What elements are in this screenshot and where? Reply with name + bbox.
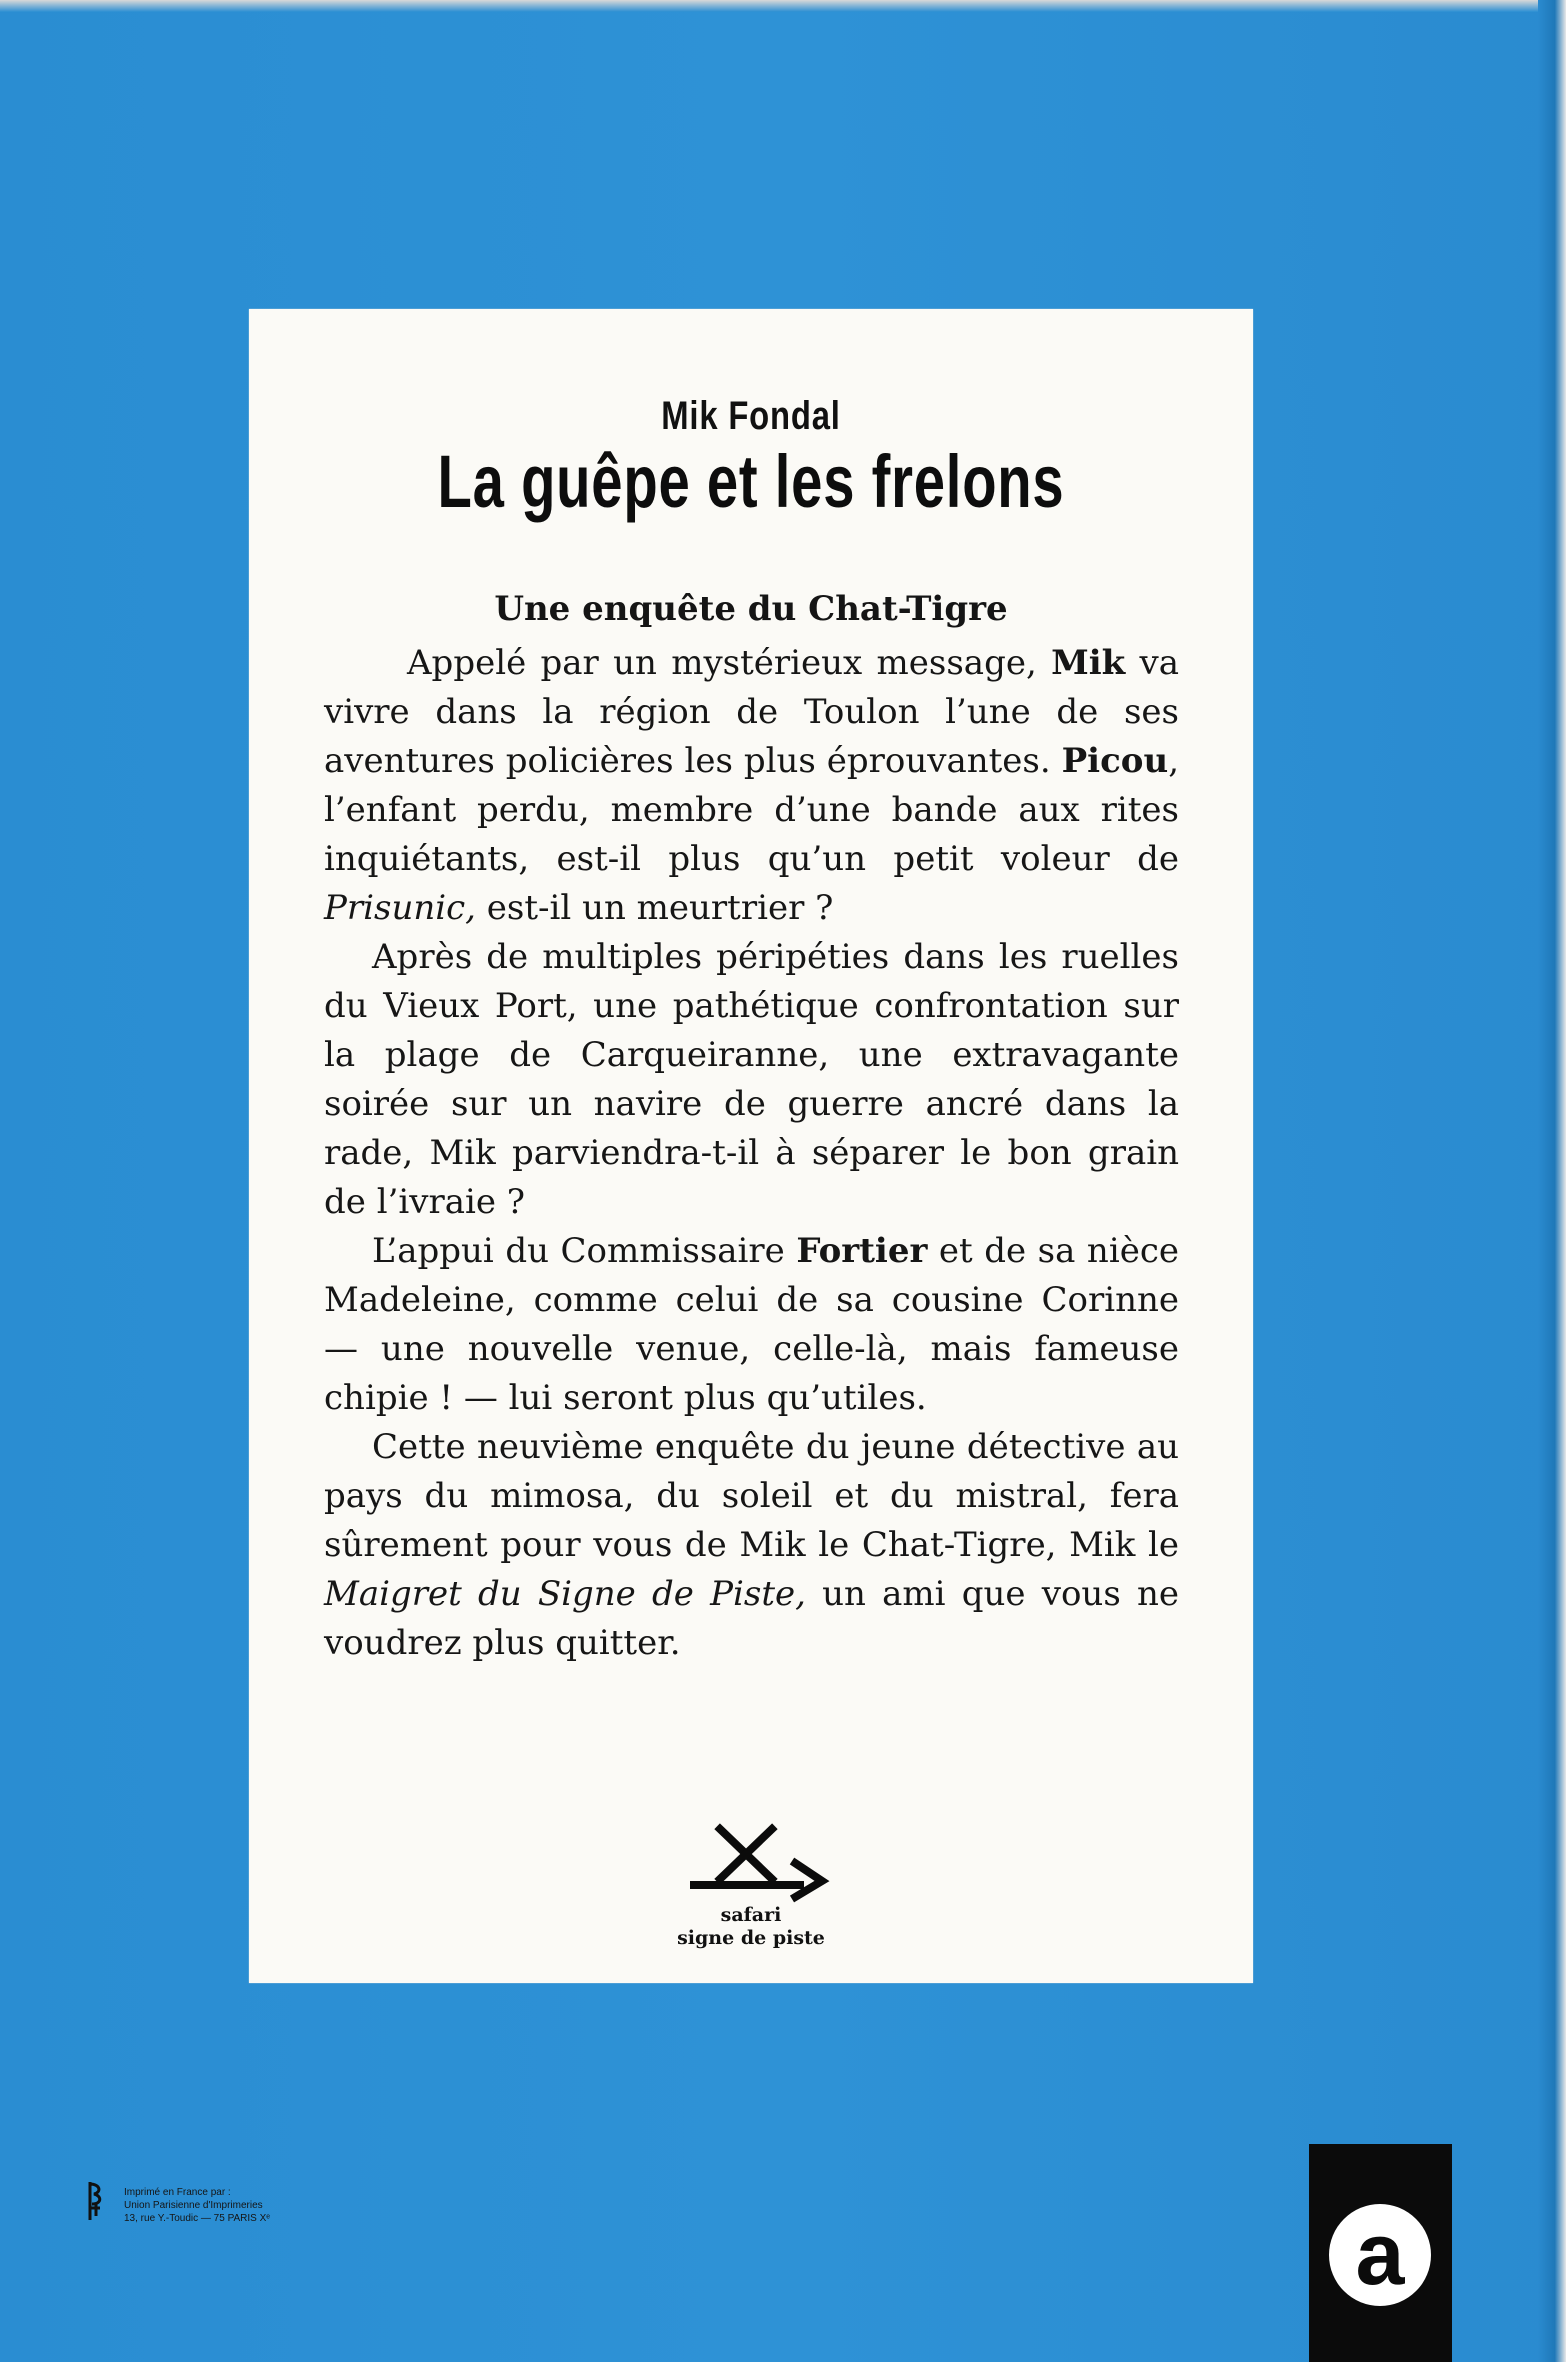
cover-top-edge [0,0,1566,12]
printer-line: Union Parisienne d'Imprimeries [124,2200,263,2211]
text-run: Après de multiples péripéties dans les ruelles du Vieux Port, une pathétique confrontation sur la plage de Carqueiranne, une extravagante soirée sur un navire de guerre ancré dans la rade, Mik parviendra-t-il à séparer le bon grain de l’ivraie ? [324,937,1179,1222]
bold-name: Fortier [796,1231,928,1271]
blurb-text [324,639,1179,1668]
series-subtitle: Une enquête du Chat-Tigre [494,589,1008,629]
logo-label-safari: safari [720,1904,782,1926]
text-run: un ami que vous ne voudrez plus quitter. [324,1574,1180,1663]
publisher-badge [1309,2144,1452,2362]
book-title: La guêpe et les frelons [437,440,1065,523]
cover-spine-edge [1538,0,1566,2362]
blurb-paragraph [324,639,1179,933]
text-run: Cette neuvième enquête du jeune détective au pays du mimosa, du soleil et du mistral, fera sûrement pour vous de Mik le Chat-Tigre, Mik le [324,1427,1179,1565]
text-run: L’appui du Commissaire [372,1231,797,1271]
blurb-paragraph [324,933,1179,1227]
text-run: va vivre dans la région de Toulon l’une de ses aventures policières les plus éprouvantes. [324,643,1179,781]
italic-text: Prisunic, [324,888,476,928]
author-name: Mik Fondal [661,394,841,438]
text-run: est-il un meurtrier ? [475,888,834,928]
bold-name: Picou [1061,741,1169,781]
text-run: et de sa nièce Madeleine, comme celui de sa cousine Corinne — une nouvelle venue, celle-là, mais fameuse chipie ! — lui seront plus qu’utiles. [324,1231,1179,1418]
printer-imprint [124,2186,270,2225]
publisher-badge-circle [1329,2204,1431,2306]
blurb-paragraph [324,1227,1179,1423]
blurb-panel [249,309,1253,1983]
bold-name: Mik [1051,643,1126,683]
blurb-paragraph [324,1423,1179,1668]
printer-line: 13, rue Y.-Toudic — 75 PARIS Xᵉ [124,2213,271,2224]
text-run: , l’enfant perdu, membre d’une bande aux rites inquiétants, est-il plus qu’un petit voleur de [324,741,1179,879]
printer-line: Imprimé en France par : [124,2187,231,2198]
text-run: Appelé par un mystérieux message, [407,643,1052,683]
publisher-badge-letter: a [1355,2204,1405,2303]
printer-mark-icon [86,2180,106,2222]
logo-label-signe-de-piste: signe de piste [677,1927,825,1949]
italic-text: Maigret du Signe de Piste, [324,1574,806,1614]
